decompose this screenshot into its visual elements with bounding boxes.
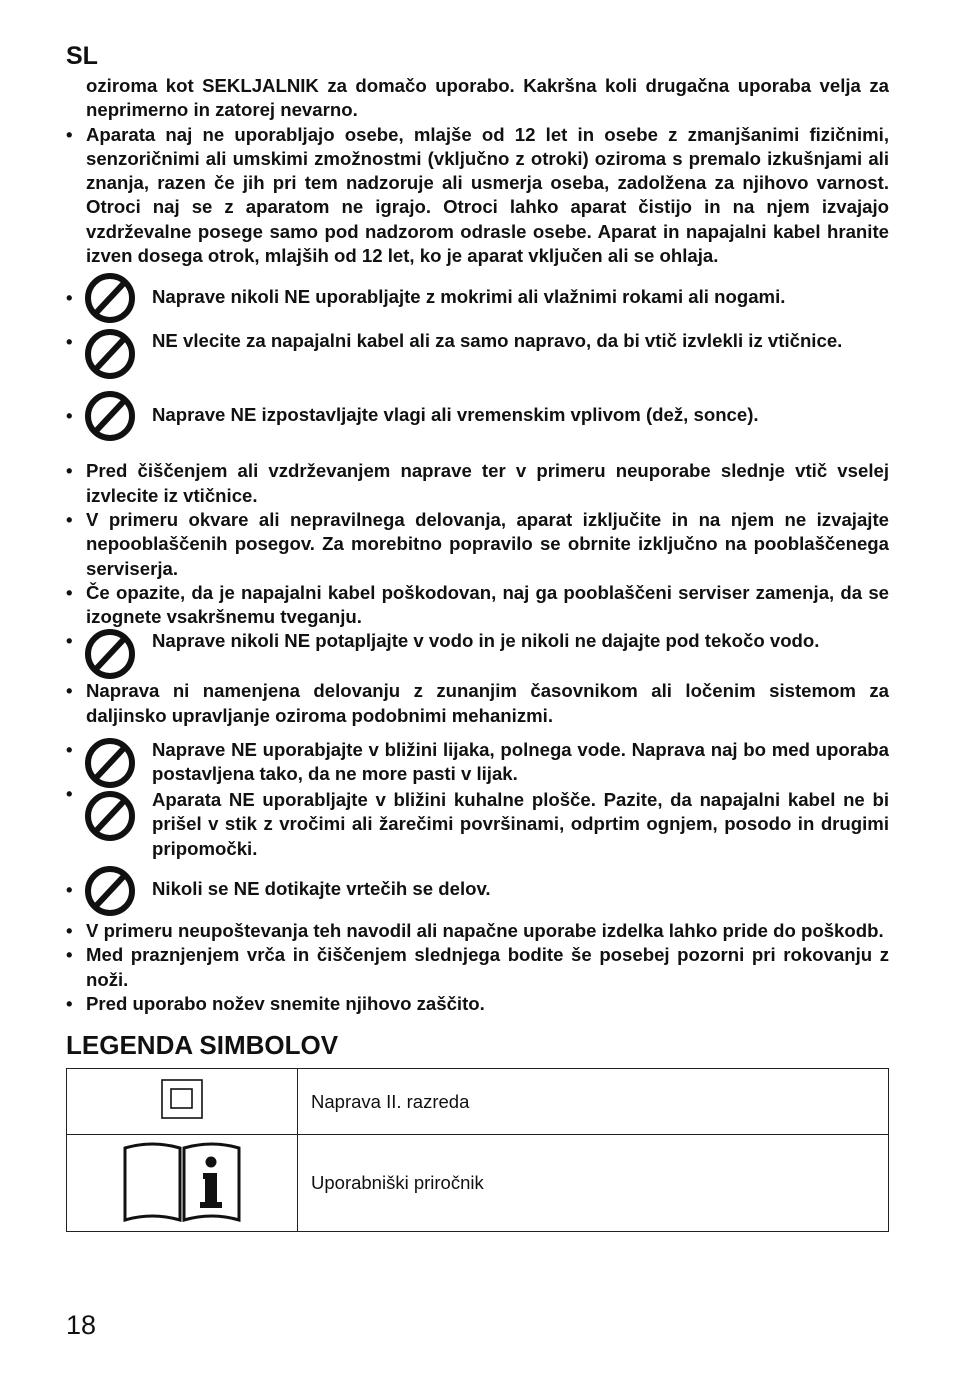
list-item: • Aparata NE uporabljajte v bližini kuhalne plošče. Pazite, da napajalni kabel ne bi prišel v stik z vročimi ali žarečimi površinami, odprtim ognjem, posodo in drugimi pripomočki. [66,783,889,859]
symbol-cell [67,1069,298,1135]
list-item: • Nikoli se NE dotikajte vrtečih se delov. [66,865,889,915]
table-row [67,1069,889,1135]
list-item: • Pred uporabo nožev snemite njihovo zaščito. [66,992,485,1014]
symbol-label: Naprava II. razreda [298,1069,889,1135]
prohibition-icon [84,737,136,789]
symbol-legend-table [66,1068,889,1232]
language-code: SL [66,42,98,70]
page-content [66,42,889,1232]
safety-list [66,123,889,1017]
list-item: • Naprave NE izpostavljajte vlagi ali vremenskim vplivom (dež, sonce). [66,390,889,440]
list-item: • Naprave nikoli NE uporabljajte z mokrimi ali vlažnimi rokami ali nogami. [66,272,889,322]
list-item: • Če opazite, da je napajalni kabel poškodovan, naj ga pooblaščeni serviser zamenja, da se izognete vsakršnemu tveganju. [66,581,889,628]
prohibition-icon [84,390,136,442]
page-number: 18 [66,1310,97,1340]
legend-title: LEGENDA SIMBOLOV [66,1030,339,1061]
symbol-cell [67,1135,298,1232]
table-row [67,1135,889,1232]
list-item: • NE vlecite za napajalni kabel ali za samo napravo, da bi vtič izvlekli iz vtičnice. [66,328,889,378]
list-item: • V primeru neupoštevanja teh navodil ali napačne uporabe izdelka lahko pride do poškodb. [66,919,884,941]
list-item: • Naprave NE uporabjajte v bližini lijaka, polnega vode. Naprava naj bo med uporaba postavljena tako, da ne more pasti v lijak. [66,738,889,788]
list-item: • Naprave nikoli NE potapljajte v vodo in je nikoli ne dajajte pod tekočo vodo. [66,629,889,679]
prohibition-icon [84,628,136,680]
list-item: • Pred čiščenjem ali vzdrževanjem naprave ter v primeru neuporabe slednje vtič vselej izvlecite iz vtičnice. [66,460,889,506]
list-item: • Aparata naj ne uporabljajo osebe, mlajše od 12 let in osebe z zmanjšanimi fizičnimi, senzoričnimi ali umskimi zmožnostmi (vključno z otroki) oziroma s premalo izkušnjami ali znanja, razen če jih pri tem nadzoruje ali usmerja oseba, zadolžena za njihovo varnost. Otroci naj se z aparatom ne igrajo. Otroci lahko aparat čistijo in na njem izvajajo vzdrževalne posege samo pod nadzorom odrasle osebe. Aparat in napajalni kabel hranite izven dosega otrok, mlajših od 12 let, ko je aparat vključen ali se ohlaja. [66,123,889,267]
list-item: • V primeru okvare ali nepravilnega delovanja, aparat izključite in na njem ne izvajajte nepooblaščenih posegov. Za morebitno popravilo se obrnite izključno na pooblaščenega serviserja. [66,508,889,579]
class-ii-double-square-icon [161,1079,203,1124]
user-manual-book-icon [122,1140,242,1227]
prohibition-icon [84,328,136,380]
list-item: • Med praznjenjem vrča in čiščenjem slednjega bodite še posebej pozorni pri rokovanju z noži. [66,944,889,990]
list-item: • Naprava ni namenjena delovanju z zunanjim časovnikom ali ločenim sistemom za daljinsko upravljanje oziroma podobnimi mehanizmi. [66,680,889,726]
prohibition-icon [84,865,136,917]
prohibition-icon [84,790,136,842]
intro-text: oziroma kot SEKLJALNIK za domačo uporabo. Kakršna koli drugačna uporaba velja za neprimerno in zatorej nevarno. [86,75,889,121]
prohibition-icon [84,272,136,324]
symbol-label: Uporabniški priročnik [298,1135,889,1232]
